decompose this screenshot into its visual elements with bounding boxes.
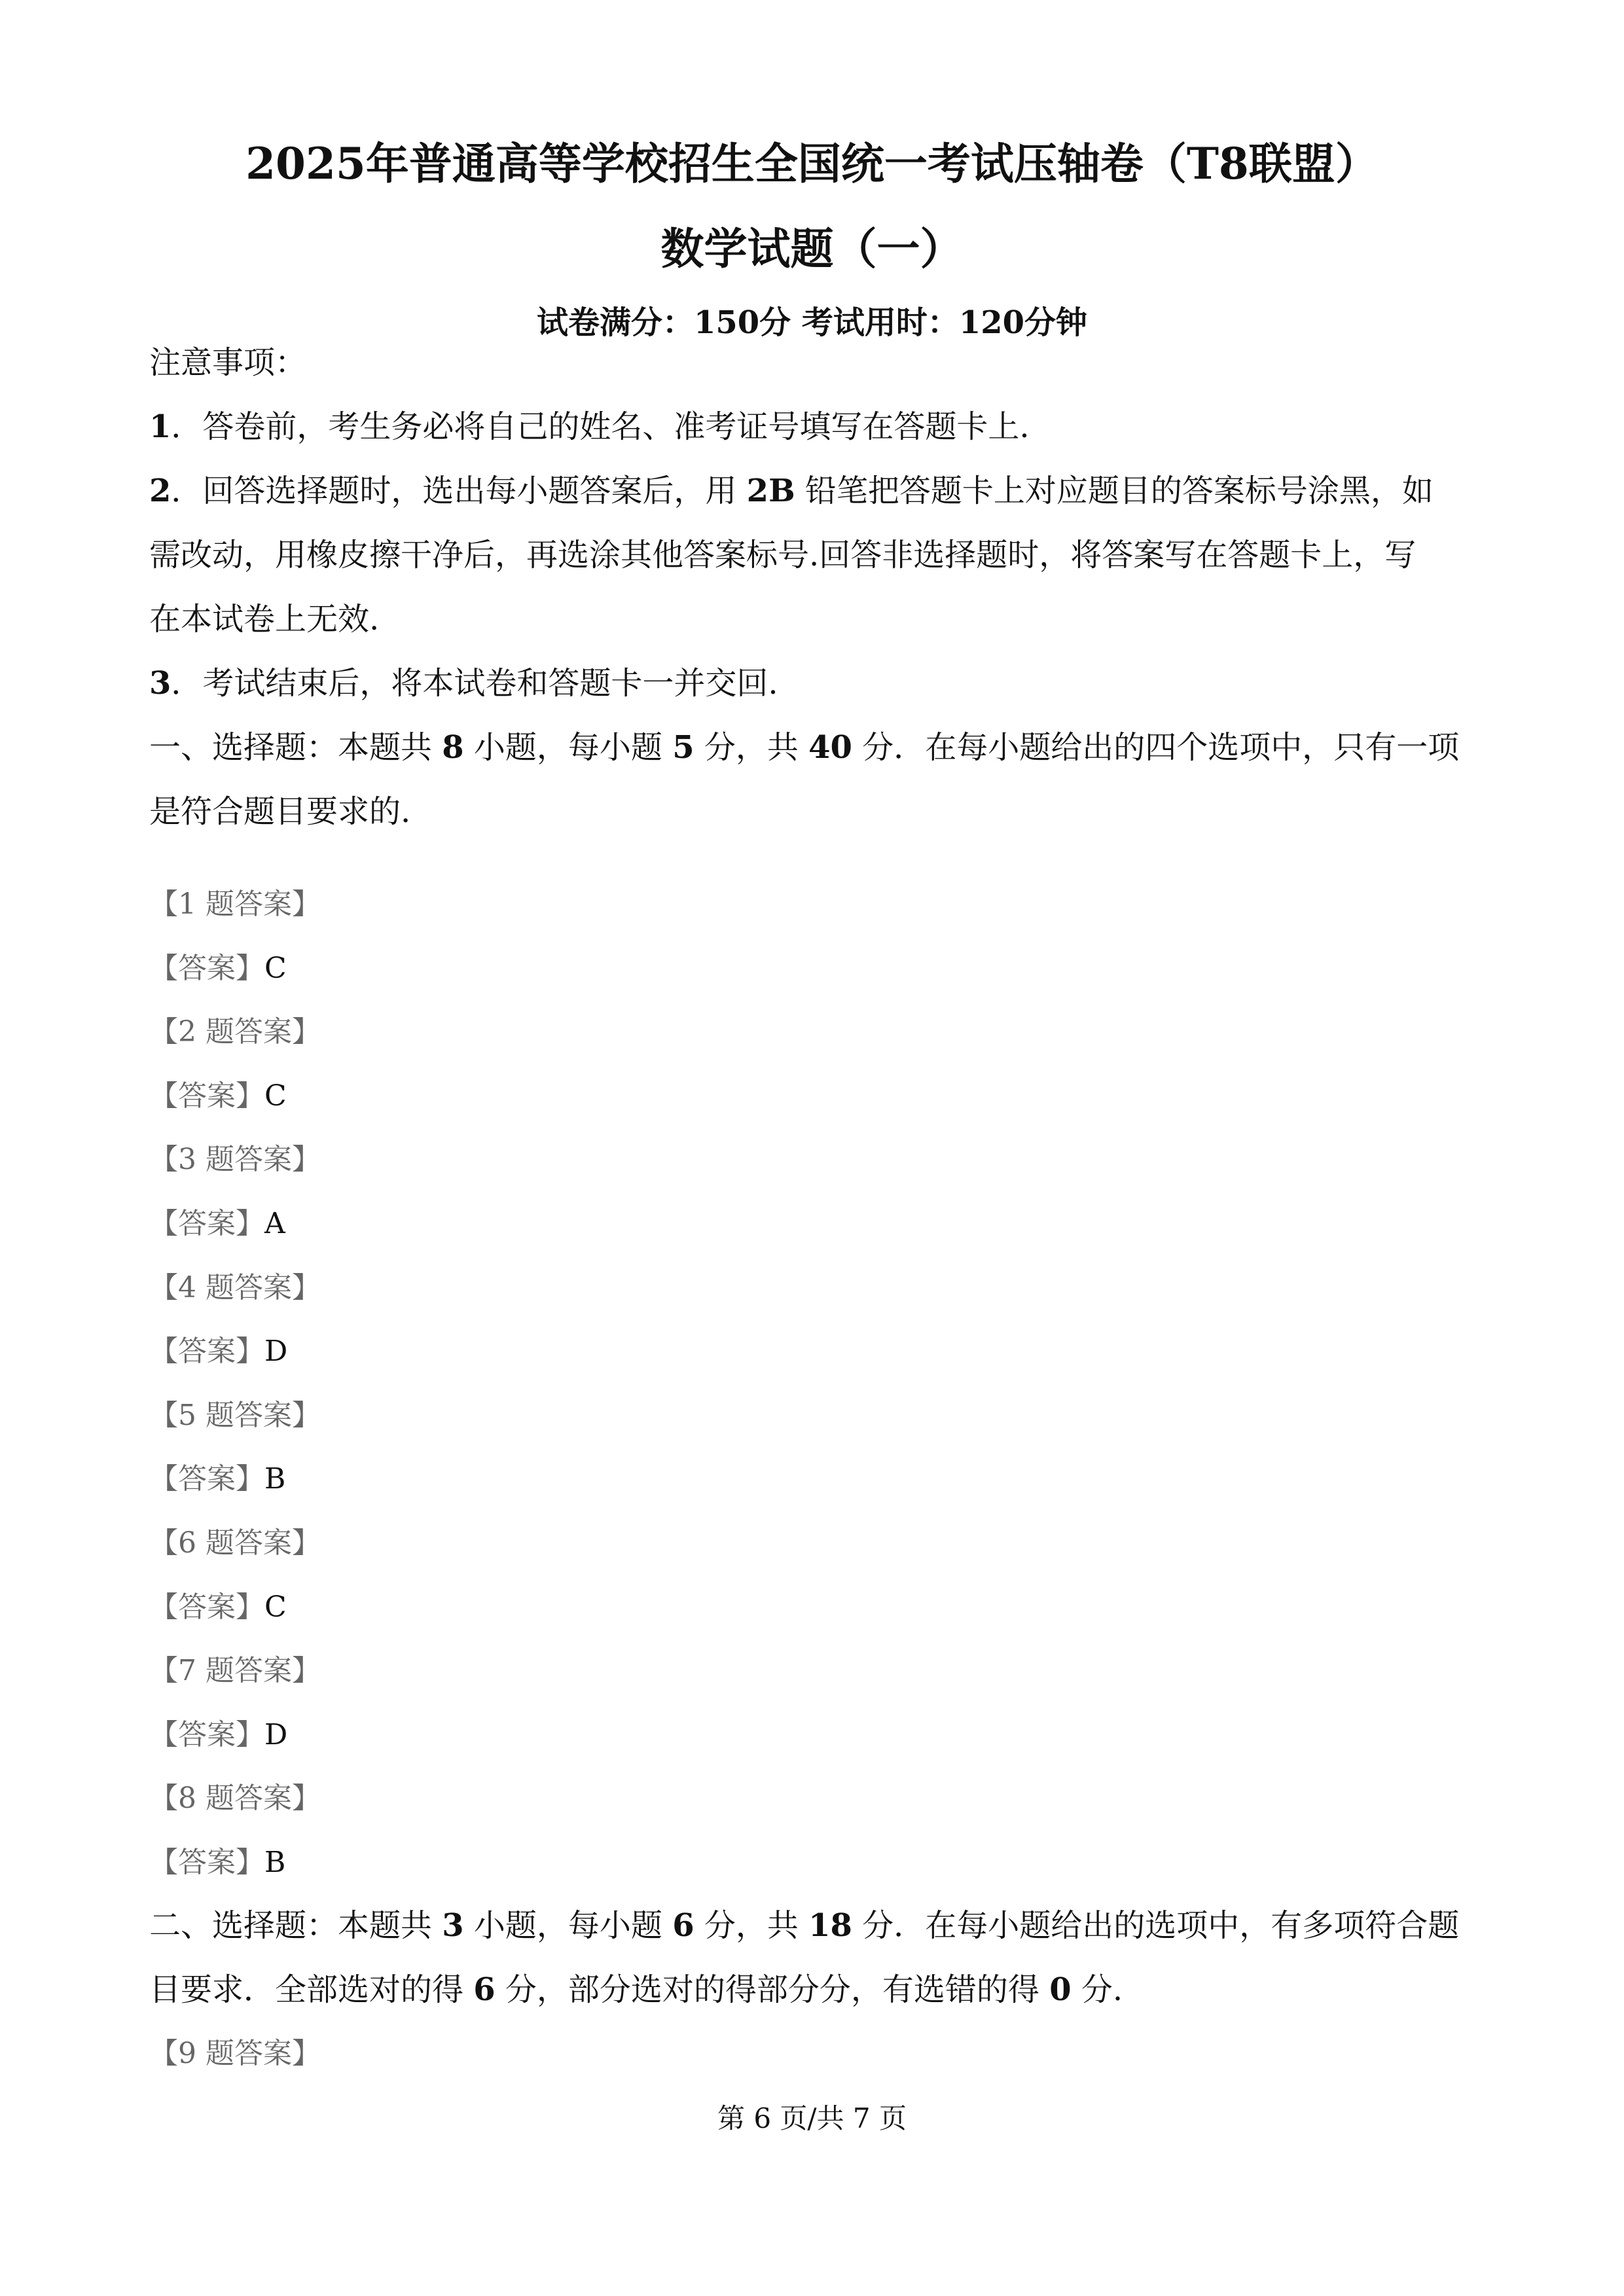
question-label: 【5 题答案】 <box>149 1398 321 1432</box>
answer-line: 【答案】D <box>149 1335 288 1369</box>
answer-value: D <box>264 1717 288 1751</box>
answer-value: C <box>264 951 287 985</box>
section-text: 分．在每小题给出的四个选项中，只有一项 <box>852 729 1460 766</box>
question-label: 【9 题答案】 <box>149 2037 321 2070</box>
section-2-heading-cont <box>149 1958 1478 2022</box>
page-title: 2025年普通高等学校招生全国统一考试压轴卷（T8联盟） <box>245 138 1379 189</box>
section-1-heading-cont: 是符合题目要求的. <box>149 793 411 830</box>
section-number: 3 <box>442 1907 464 1944</box>
note-item-2 <box>149 459 1478 523</box>
page-footer: 第 6 页/共 7 页 <box>717 2102 907 2134</box>
section-text: 分，部分选对的得部分分，有选错的得 <box>495 1971 1050 2008</box>
page-subtitle: 数学试题（一） <box>660 223 964 274</box>
section-text: 小题，每小题 <box>463 1907 673 1944</box>
section-1-heading <box>149 715 1478 780</box>
answer-line: 【答案】C <box>149 951 287 985</box>
answer-list-2 <box>149 2022 321 2086</box>
section-2-heading <box>149 1893 1478 1958</box>
answer-value: A <box>264 1206 285 1240</box>
note-text: ．回答选择题时，选出每小题答案后，用 <box>171 473 747 509</box>
answer-value: C <box>264 1079 287 1113</box>
notes-heading: 注意事项： <box>149 344 307 381</box>
note-item-2-cont: 在本试卷上无效. <box>149 601 380 637</box>
note-text: ．答卷前，考生务必将自己的姓名、准考证号填写在答题卡上. <box>171 408 1030 445</box>
question-label: 【8 题答案】 <box>149 1782 321 1816</box>
note-item-3 <box>149 651 1478 715</box>
question-label: 【4 题答案】 <box>149 1270 321 1304</box>
answer-line: 【答案】C <box>149 1079 287 1113</box>
question-label: 【6 题答案】 <box>149 1526 321 1560</box>
question-label: 【3 题答案】 <box>149 1143 321 1177</box>
answer-value: D <box>264 1335 288 1369</box>
exam-meta: 试卷满分：150分 考试用时：120分钟 <box>536 304 1088 341</box>
note-item-2-cont: 需改动，用橡皮擦干净后，再选涂其他答案标号.回答非选择题时，将答案写在答题卡上，写 <box>149 537 1416 573</box>
answer-value: C <box>264 1590 287 1624</box>
section-text: 分，共 <box>694 729 809 766</box>
note-text: ．考试结束后，将本试卷和答题卡一并交回. <box>171 665 778 702</box>
note-number: 1 <box>149 408 171 445</box>
section-text: 分，共 <box>694 1907 809 1944</box>
question-label: 【7 题答案】 <box>149 1654 321 1688</box>
note-item-1 <box>149 395 1478 459</box>
note-text: 铅笔把答题卡上对应题目的答案标号涂黑，如 <box>795 473 1434 509</box>
note-number: 2 <box>149 473 171 509</box>
answer-value: B <box>264 1462 286 1496</box>
section-text: 小题，每小题 <box>463 729 673 766</box>
section-number: 0 <box>1049 1971 1072 2008</box>
section-2 <box>149 1893 1478 2022</box>
answer-line: 【答案】B <box>149 1462 286 1496</box>
note-number: 3 <box>149 665 171 702</box>
answer-line: 【答案】A <box>149 1206 285 1240</box>
section-number: 5 <box>672 729 695 766</box>
answer-value: B <box>264 1845 286 1879</box>
section-text: 分. <box>1071 1971 1123 2008</box>
note-text-bold: 2B <box>746 473 795 509</box>
section-number: 6 <box>672 1907 695 1944</box>
section-text: 一、选择题：本题共 <box>149 729 442 766</box>
section-text: 分．在每小题给出的选项中，有多项符合题 <box>852 1907 1460 1944</box>
section-text: 二、选择题：本题共 <box>149 1907 442 1944</box>
answer-line: 【答案】C <box>149 1590 287 1624</box>
section-number: 40 <box>808 729 852 766</box>
question-label: 【2 题答案】 <box>149 1015 321 1049</box>
section-number: 18 <box>808 1907 852 1944</box>
section-number: 8 <box>442 729 464 766</box>
notes-section <box>149 331 1478 844</box>
section-number: 6 <box>473 1971 496 2008</box>
section-text: 目要求．全部选对的得 <box>149 1971 474 2008</box>
question-label: 【1 题答案】 <box>149 888 321 921</box>
answer-line: 【答案】D <box>149 1717 288 1751</box>
answer-line: 【答案】B <box>149 1845 286 1879</box>
answer-list <box>149 872 321 1895</box>
